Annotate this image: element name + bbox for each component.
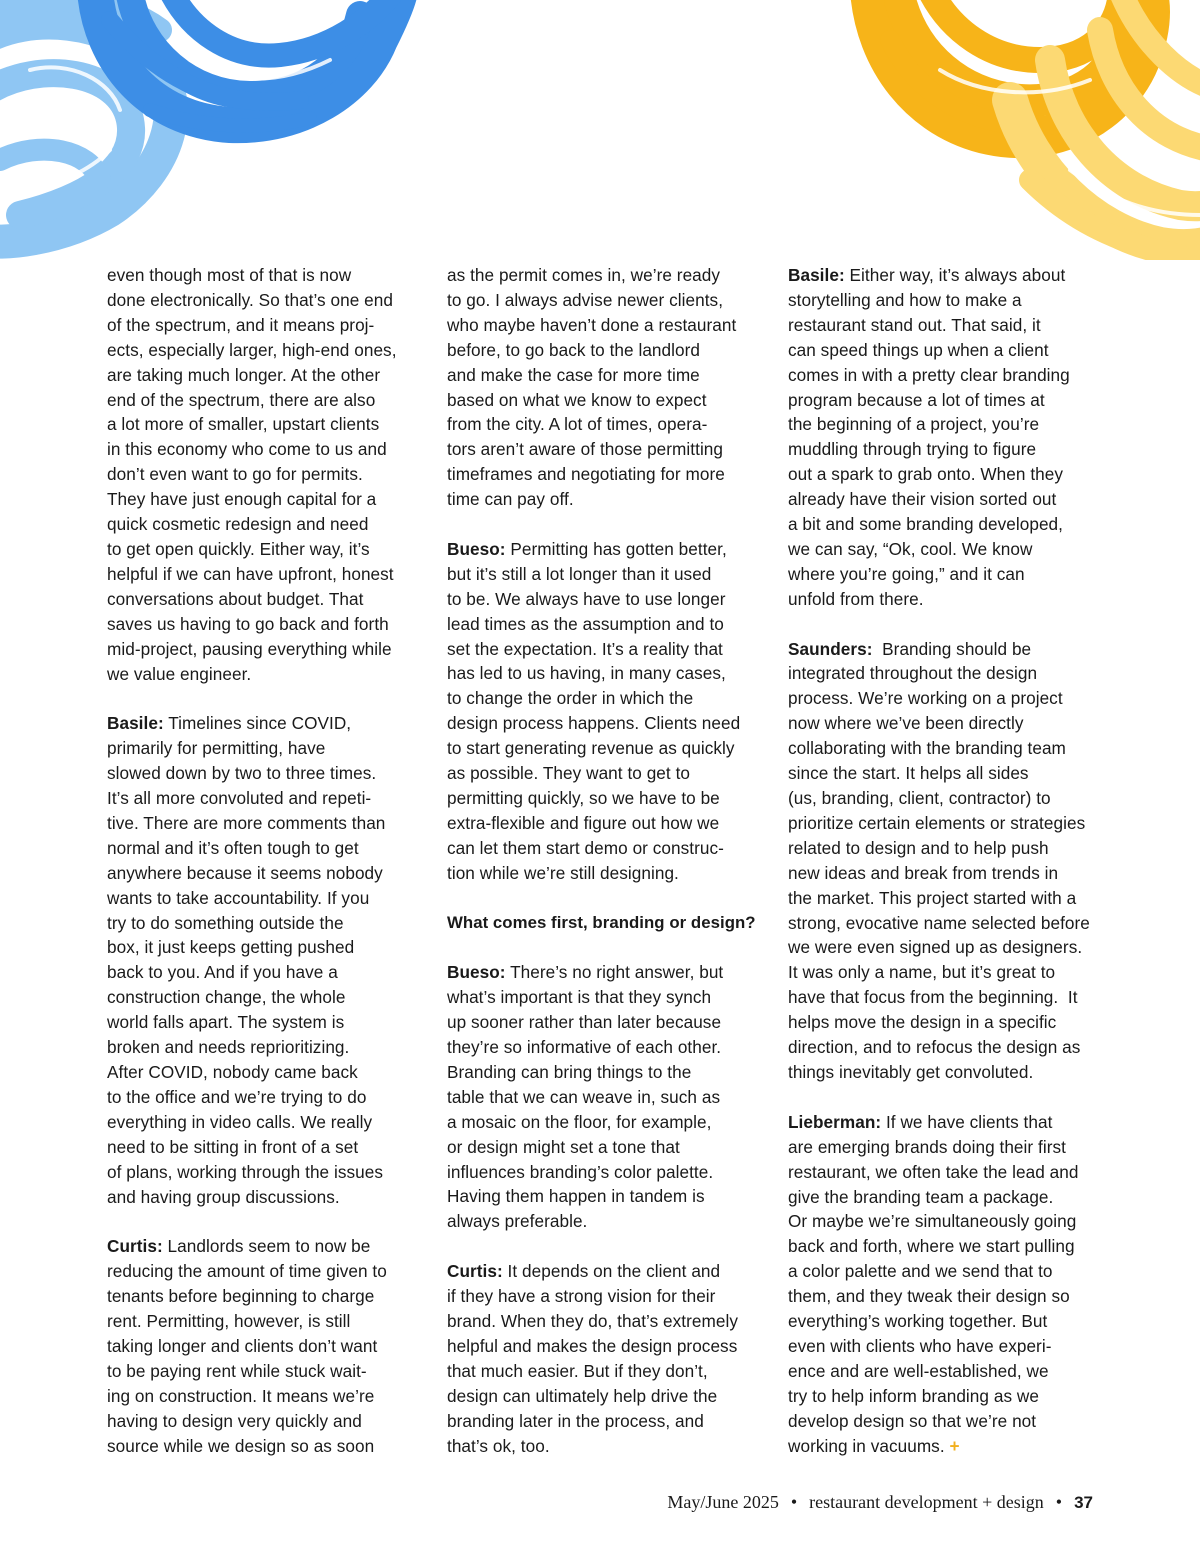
text-line: design can ultimately help drive the	[447, 1385, 718, 1406]
text-line: world falls apart. The system is	[107, 1012, 345, 1033]
text-line: box, it just keeps getting pushed	[107, 937, 355, 958]
section-question: What comes first, branding or design?	[447, 912, 756, 932]
text-line: that much easier. But if they don’t,	[447, 1360, 708, 1381]
text-line	[788, 1110, 1100, 1135]
text-run: working in vacuums.	[788, 1435, 950, 1456]
text-line: we value engineer.	[107, 663, 252, 684]
text-line: based on what we know to expect	[447, 389, 707, 410]
text-line: always preferable.	[447, 1211, 588, 1232]
text-line: up sooner rather than later because	[447, 1012, 722, 1033]
text-line: timeframes and negotiating for more	[447, 464, 725, 485]
text-line	[447, 537, 759, 562]
text-run: It depends on the client and	[502, 1261, 721, 1282]
text-run: Permitting has gotten better,	[505, 538, 727, 559]
text-line: before, to go back to the landlord	[447, 339, 700, 360]
paragraph	[107, 263, 419, 686]
end-mark-plus-icon: +	[949, 1435, 960, 1456]
text-line: to go. I always advise newer clients,	[447, 289, 724, 310]
speaker-name: Bueso:	[447, 962, 506, 983]
text-line: brand. When they do, that’s extremely	[447, 1311, 739, 1331]
paragraph	[788, 263, 1100, 612]
text-line: storytelling and how to make a	[788, 289, 1022, 310]
text-line	[447, 960, 759, 985]
text-line: tive. There are more comments than	[107, 812, 386, 833]
paragraph	[788, 1110, 1100, 1459]
text-line: ects, especially larger, high-end ones,	[107, 339, 397, 360]
text-line: primarily for permitting, have	[107, 738, 326, 759]
text-line: as the permit comes in, we’re ready	[447, 265, 721, 285]
text-line: them, and they tweak their design so	[788, 1286, 1070, 1307]
speaker-name: Basile:	[788, 265, 845, 285]
speaker-name: Saunders:	[788, 638, 873, 659]
article-column-3	[788, 263, 1100, 1458]
text-line: permitting quickly, so we have to be	[447, 788, 720, 809]
text-line: as possible. They want to get to	[447, 763, 691, 784]
paragraph	[447, 960, 759, 1234]
text-line: we were even signed up as designers.	[788, 937, 1083, 958]
bullet-separator: •	[1055, 1492, 1063, 1512]
text-line: set the expectation. It’s a reality that	[447, 638, 723, 659]
text-line: lead times as the assumption and to	[447, 613, 724, 634]
paragraph	[788, 637, 1100, 1085]
text-line: can speed things up when a client	[788, 339, 1049, 360]
text-line: strong, evocative name selected before	[788, 912, 1090, 933]
text-line: develop design so that we’re not	[788, 1410, 1037, 1431]
text-line: process. We’re working on a project	[788, 688, 1063, 709]
text-line: having to design very quickly and	[107, 1410, 362, 1431]
text-line: taking longer and clients don’t want	[107, 1335, 378, 1356]
paragraph	[447, 911, 759, 936]
text-line: related to design and to help push	[788, 837, 1049, 858]
text-line: (us, branding, client, contractor) to	[788, 788, 1051, 809]
text-line: ing on construction. It means we’re	[107, 1385, 375, 1406]
text-line: table that we can weave in, such as	[447, 1086, 721, 1107]
text-line: reducing the amount of time given to	[107, 1261, 387, 1282]
text-line: the market. This project started with a	[788, 887, 1077, 908]
text-line: if they have a strong vision for their	[447, 1286, 716, 1307]
text-line: prioritize certain elements or strategies	[788, 812, 1086, 833]
text-run: There’s no right answer, but	[505, 962, 724, 983]
text-line: need to be sitting in front of a set	[107, 1136, 359, 1157]
text-line: of the spectrum, and it means proj-	[107, 314, 375, 335]
text-line: muddling through trying to figure	[788, 439, 1037, 460]
text-line: but it’s still a lot longer than it used	[447, 563, 712, 584]
text-line: After COVID, nobody came back	[107, 1061, 358, 1082]
text-line: broken and needs reprioritizing.	[107, 1037, 350, 1058]
text-line: back to you. And if you have a	[107, 962, 338, 983]
text-line	[107, 711, 419, 736]
bullet-separator: •	[790, 1492, 798, 1512]
paragraph	[447, 263, 759, 512]
text-line: conversations about budget. That	[107, 588, 364, 609]
page-number: 37	[1074, 1493, 1093, 1512]
text-line: influences branding’s color palette.	[447, 1161, 714, 1182]
text-line: collaborating with the branding team	[788, 738, 1066, 759]
paragraph	[447, 1259, 759, 1458]
text-line: are emerging brands doing their first	[788, 1136, 1066, 1157]
text-line: that’s ok, too.	[447, 1435, 550, 1456]
text-line: already have their vision sorted out	[788, 489, 1057, 510]
text-line: done electronically. So that’s one end	[107, 289, 394, 310]
text-line: now where we’ve been directly	[788, 713, 1024, 734]
text-line: Or maybe we’re simultaneously going	[788, 1211, 1077, 1232]
text-line: restaurant, we often take the lead and	[788, 1161, 1079, 1182]
text-line: quick cosmetic redesign and need	[107, 514, 369, 535]
text-run: Landlords seem to now be	[162, 1236, 371, 1257]
text-line: even though most of that is now	[107, 265, 352, 285]
article-column-2	[447, 263, 759, 1458]
text-line: even with clients who have experi-	[788, 1335, 1052, 1356]
text-line: normal and it’s often tough to get	[107, 837, 359, 858]
text-line: to be. We always have to use longer	[447, 588, 726, 609]
text-run: Either way, it’s always about	[844, 265, 1066, 285]
text-line: and make the case for more time	[447, 364, 700, 385]
text-line: the beginning of a project, you’re	[788, 414, 1040, 435]
text-line: It’s all more convoluted and repeti-	[107, 788, 372, 809]
text-line: everything’s working together. But	[788, 1311, 1048, 1332]
text-line: where you’re going,” and it can	[788, 563, 1025, 584]
text-line: they’re so informative of each other.	[447, 1037, 722, 1058]
text-line: restaurant stand out. That said, it	[788, 314, 1041, 335]
text-run: Branding should be	[872, 638, 1032, 659]
text-line: integrated throughout the design	[788, 663, 1038, 684]
text-line: helpful and makes the design process	[447, 1335, 738, 1356]
text-line: give the branding team a package.	[788, 1186, 1054, 1207]
text-line: saves us having to go back and forth	[107, 613, 389, 634]
text-line: a color palette and we send that to	[788, 1261, 1053, 1282]
text-line: anywhere because it seems nobody	[107, 862, 383, 883]
dark-blue-scribble	[95, 0, 400, 126]
text-line: we can say, “Ok, cool. We know	[788, 538, 1033, 559]
text-line: a bit and some branding developed,	[788, 514, 1063, 535]
text-line: are taking much longer. At the other	[107, 364, 381, 385]
text-line: Having them happen in tandem is	[447, 1186, 705, 1207]
text-line: mid-project, pausing everything while	[107, 638, 392, 659]
page-footer	[667, 1492, 1093, 1513]
text-line: helps move the design in a specific	[788, 1012, 1057, 1033]
text-line	[788, 263, 1100, 288]
text-line: to the office and we’re trying to do	[107, 1086, 367, 1107]
text-run: If we have clients that	[881, 1111, 1053, 1132]
text-line: don’t even want to go for permits.	[107, 464, 363, 485]
text-line: new ideas and break from trends in	[788, 862, 1059, 883]
text-line: who maybe haven’t done a restaurant	[447, 314, 737, 335]
paragraph	[447, 537, 759, 886]
scribble-decoration	[0, 0, 1200, 260]
text-line: tenants before beginning to charge	[107, 1286, 375, 1307]
text-line: It was only a name, but it’s great to	[788, 962, 1056, 983]
text-line: extra-flexible and figure out how we	[447, 812, 720, 833]
text-line: everything in video calls. We really	[107, 1111, 373, 1132]
text-line: and having group discussions.	[107, 1186, 340, 1207]
issue-date: May/June 2025	[667, 1492, 779, 1512]
text-line: has led to us having, in many cases,	[447, 663, 726, 684]
text-line	[107, 1234, 419, 1259]
speaker-name: Curtis:	[107, 1236, 163, 1257]
text-line: to be paying rent while stuck wait-	[107, 1360, 367, 1381]
text-line: direction, and to refocus the design as	[788, 1037, 1081, 1058]
text-line: end of the spectrum, there are also	[107, 389, 376, 410]
speaker-name: Bueso:	[447, 538, 506, 559]
text-line	[788, 1434, 1100, 1459]
text-line: out a spark to grab onto. When they	[788, 464, 1064, 485]
text-line: from the city. A lot of times, opera-	[447, 414, 708, 435]
text-line: design process happens. Clients need	[447, 713, 741, 734]
text-line: branding later in the process, and	[447, 1410, 704, 1431]
text-line: Branding can bring things to the	[447, 1061, 692, 1082]
speaker-name: Curtis:	[447, 1261, 503, 1282]
text-line: or design might set a tone that	[447, 1136, 680, 1157]
text-line: what’s important is that they synch	[447, 987, 712, 1008]
text-line: tion while we’re still designing.	[447, 862, 679, 883]
text-line: try to do something outside the	[107, 912, 344, 933]
text-line: unfold from there.	[788, 588, 924, 609]
text-line: a mosaic on the floor, for example,	[447, 1111, 712, 1132]
text-line: They have just enough capital for a	[107, 489, 377, 510]
text-line: construction change, the whole	[107, 987, 346, 1008]
text-line: slowed down by two to three times.	[107, 763, 377, 784]
text-line: have that focus from the beginning. It	[788, 987, 1078, 1008]
text-line: to get open quickly. Either way, it’s	[107, 538, 370, 559]
article-column-1	[107, 263, 419, 1458]
text-run: Timelines since COVID,	[163, 713, 352, 734]
text-line: wants to take accountability. If you	[107, 887, 370, 908]
text-line: rent. Permitting, however, is still	[107, 1311, 351, 1332]
text-line: ence and are well-established, we	[788, 1360, 1049, 1381]
speaker-name: Lieberman:	[788, 1111, 882, 1132]
speaker-name: Basile:	[107, 713, 164, 734]
paragraph	[107, 711, 419, 1209]
text-line: back and forth, where we start pulling	[788, 1236, 1075, 1257]
text-line: since the start. It helps all sides	[788, 763, 1029, 784]
text-line: a lot more of smaller, upstart clients	[107, 414, 380, 435]
text-line: try to help inform branding as we	[788, 1385, 1039, 1406]
text-line: in this economy who come to us and	[107, 439, 387, 460]
text-line: time can pay off.	[447, 489, 574, 510]
text-line: source while we design so as soon	[107, 1435, 375, 1456]
text-line: to start generating revenue as quickly	[447, 738, 735, 759]
text-line: program because a lot of times at	[788, 389, 1045, 410]
text-line	[447, 1259, 759, 1284]
publication-name: restaurant development + design	[809, 1492, 1044, 1512]
text-line: comes in with a pretty clear branding	[788, 364, 1070, 385]
text-line: helpful if we can have upfront, honest	[107, 563, 394, 584]
text-line: to change the order in which the	[447, 688, 694, 709]
paragraph	[107, 1234, 419, 1458]
text-line: tors aren’t aware of those permitting	[447, 439, 724, 460]
text-line: can let them start demo or construc-	[447, 837, 724, 858]
text-line	[788, 637, 1100, 662]
text-line: things inevitably get convoluted.	[788, 1061, 1034, 1082]
text-line: of plans, working through the issues	[107, 1161, 384, 1182]
